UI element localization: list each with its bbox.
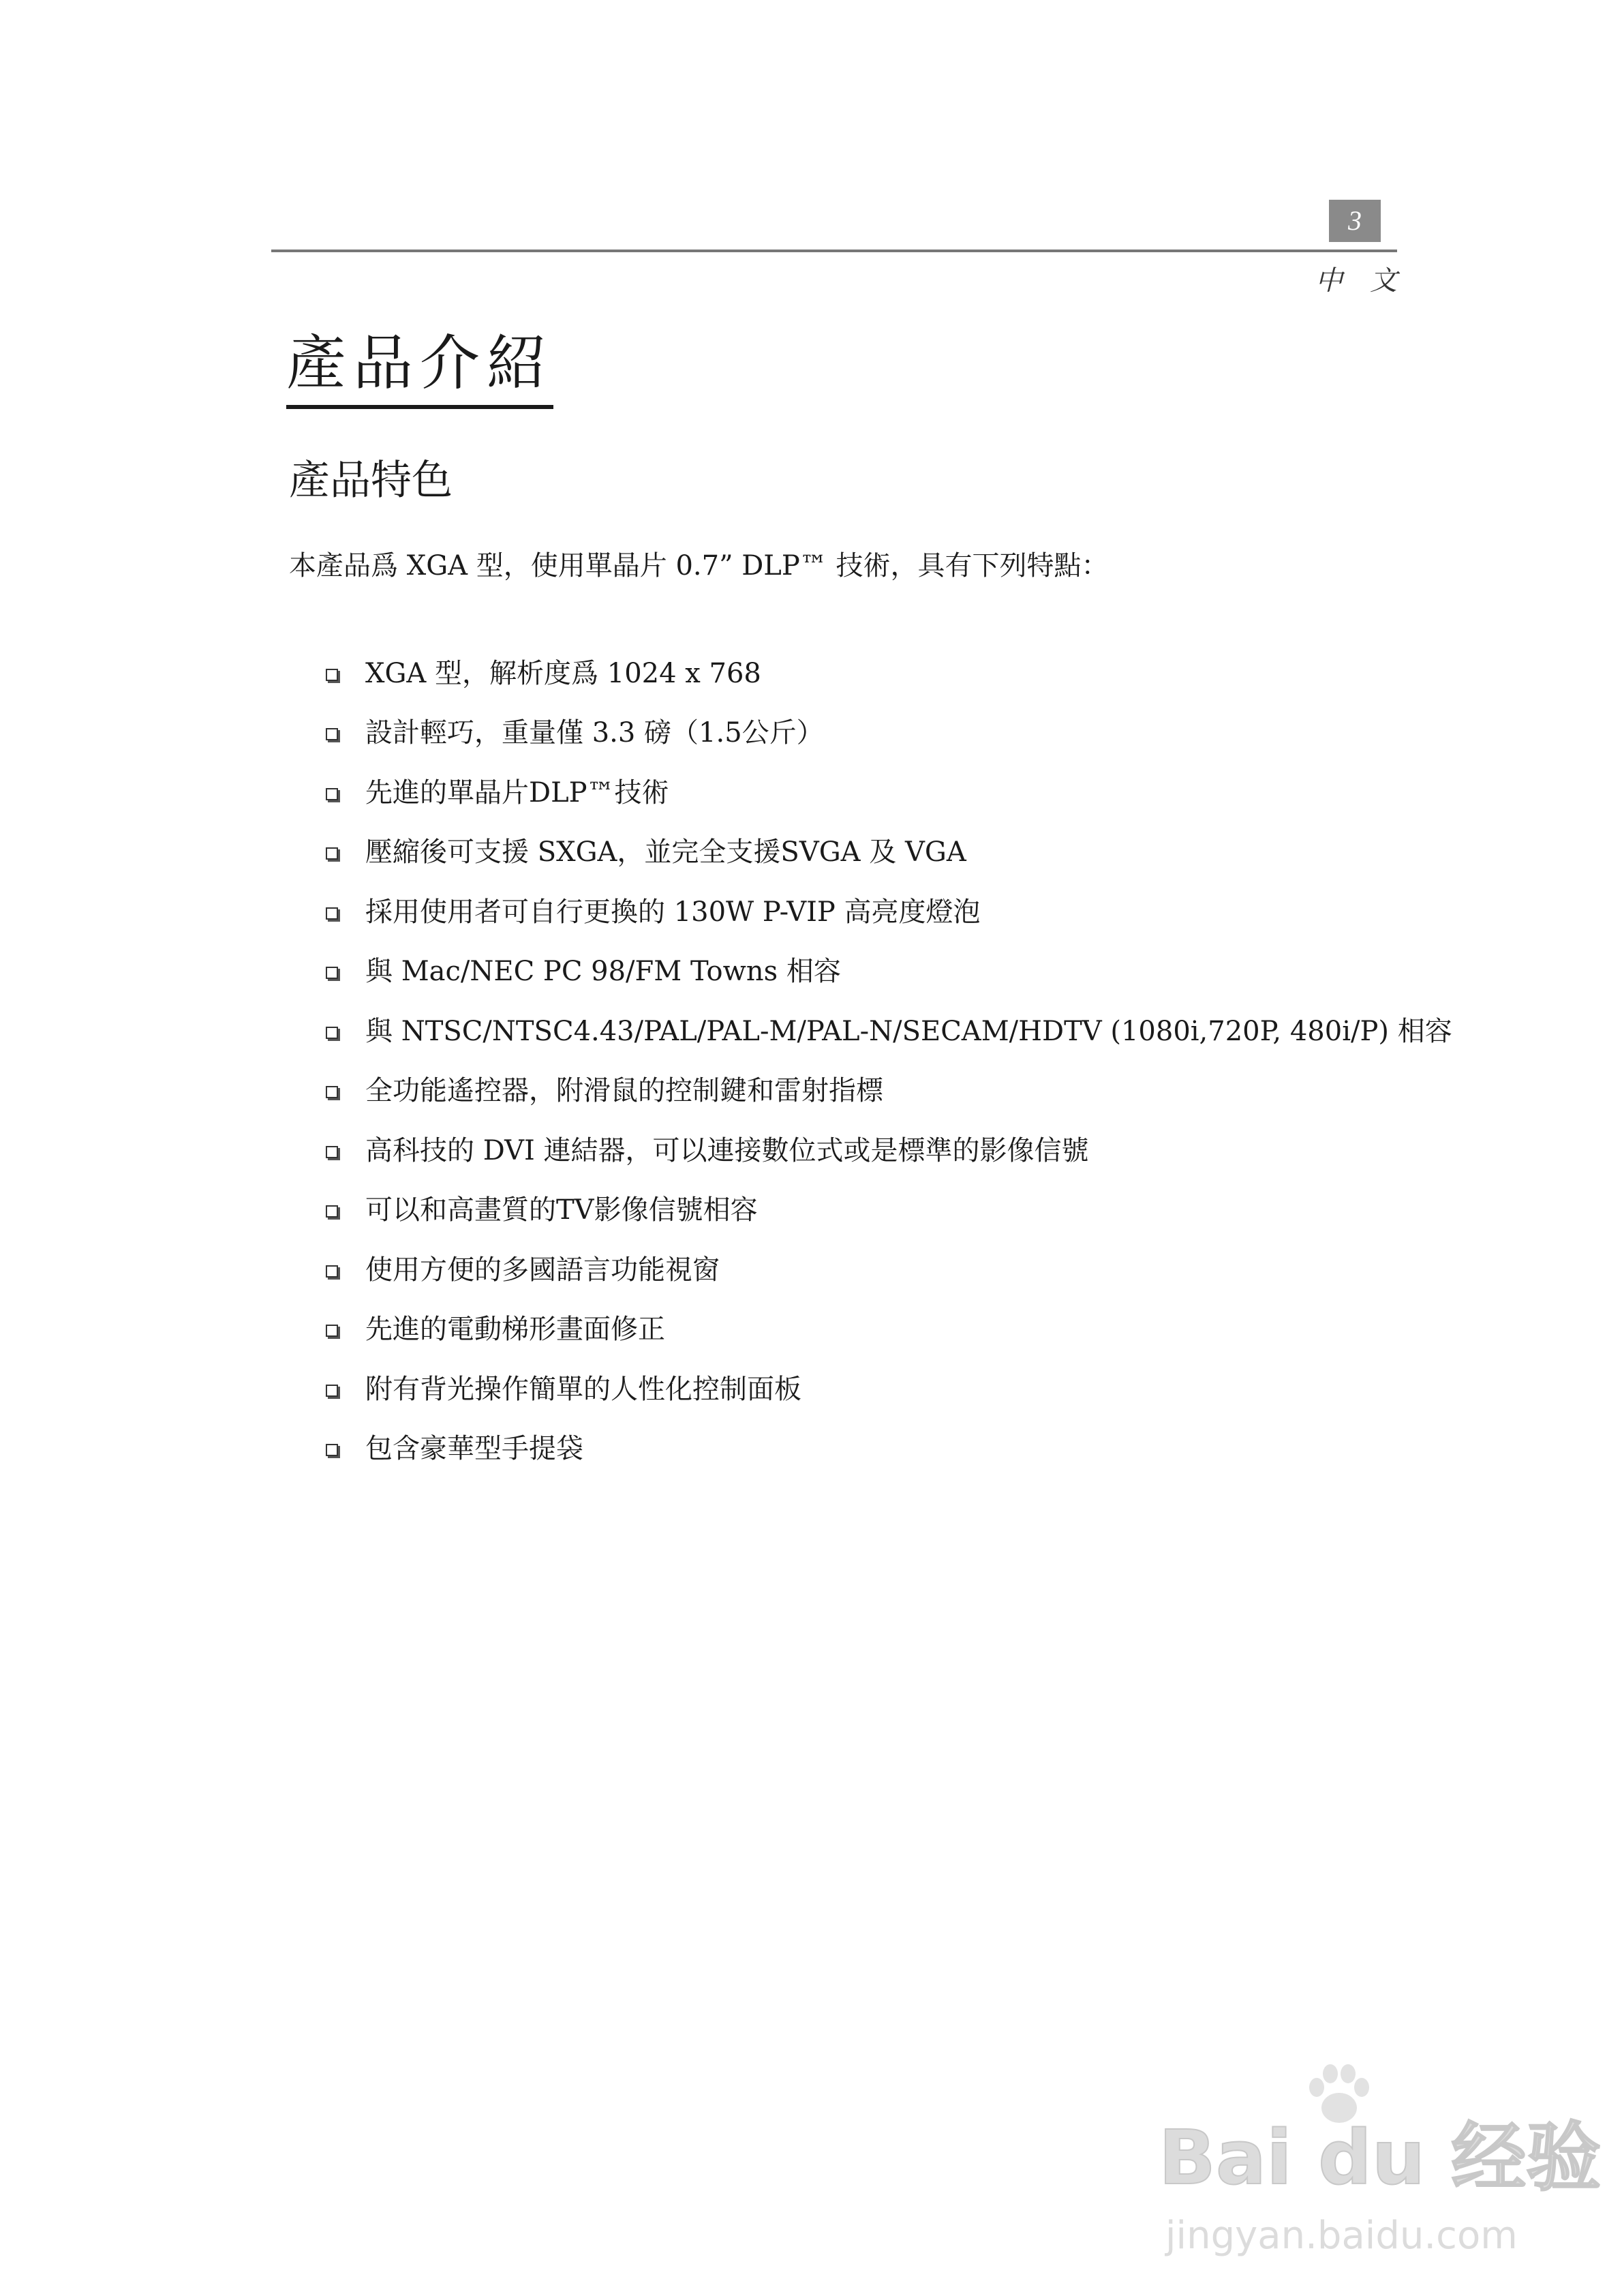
checkbox-bullet-icon: [326, 847, 338, 860]
feature-item: [326, 1001, 1452, 1061]
feature-item: [326, 1300, 1452, 1360]
feature-item: [326, 644, 1452, 704]
section-title: 產品介紹: [286, 326, 553, 409]
feature-text: 全功能遙控器，附滑鼠的控制鍵和雷射指標: [365, 1075, 883, 1107]
feature-text: 附有背光操作簡單的人性化控制面板: [365, 1373, 801, 1405]
checkbox-bullet-icon: [326, 1027, 338, 1039]
watermark-brand: Bai du 经验: [1159, 2114, 1602, 2201]
feature-item: [326, 763, 1452, 823]
feature-text: 設計輕巧，重量僅 3.3 磅（1.5公斤）: [365, 717, 824, 749]
page-number: 3: [1329, 200, 1381, 242]
checkbox-bullet-icon: [326, 1385, 338, 1397]
checkbox-bullet-icon: [326, 1146, 338, 1158]
feature-text: 採用使用者可自行更換的 130W P-VIP 高亮度燈泡: [365, 896, 981, 928]
checkbox-bullet-icon: [326, 788, 338, 800]
checkbox-bullet-icon: [326, 728, 338, 740]
feature-text: 先進的單晶片DLP™技術: [365, 776, 669, 809]
checkbox-bullet-icon: [326, 1205, 338, 1218]
feature-item: [326, 1359, 1452, 1419]
checkbox-bullet-icon: [326, 669, 338, 681]
language-label: 中文: [1315, 265, 1424, 297]
feature-item: [326, 1181, 1452, 1241]
baidu-watermark: [1159, 2059, 1602, 2263]
feature-text: 與 Mac/NEC PC 98/FM Towns 相容: [365, 956, 841, 988]
feature-item: [326, 1240, 1452, 1300]
feature-text: 可以和高畫質的TV影像信號相容: [365, 1194, 758, 1226]
feature-text: 壓縮後可支援 SXGA，並完全支援SVGA 及 VGA: [365, 836, 966, 868]
feature-text: 使用方便的多國語言功能視窗: [365, 1254, 720, 1286]
feature-item: [326, 1419, 1452, 1479]
feature-text: XGA 型，解析度爲 1024 x 768: [365, 657, 761, 689]
checkbox-bullet-icon: [326, 1086, 338, 1098]
feature-item: [326, 1061, 1452, 1121]
feature-text: 包含豪華型手提袋: [365, 1433, 583, 1465]
subsection-title: 產品特色: [289, 457, 453, 504]
checkbox-bullet-icon: [326, 967, 338, 979]
feature-item: [326, 1121, 1452, 1181]
checkbox-bullet-icon: [326, 1325, 338, 1337]
checkbox-bullet-icon: [326, 907, 338, 920]
checkbox-bullet-icon: [326, 1444, 338, 1456]
watermark-url: jingyan.baidu.com: [1165, 2214, 1518, 2258]
feature-text: 高科技的 DVI 連結器，可以連接數位式或是標準的影像信號: [365, 1134, 1089, 1166]
feature-item: [326, 823, 1452, 883]
feature-text: 與 NTSC/NTSC4.43/PAL/PAL-M/PAL-N/SECAM/HDTV (1080i,720P, 480i/P) 相容: [365, 1015, 1452, 1047]
intro-paragraph: 本產品爲 XGA 型，使用單晶片 0.7” DLP™ 技術，具有下列特點：: [289, 550, 1109, 581]
checkbox-bullet-icon: [326, 1265, 338, 1278]
feature-item: [326, 882, 1452, 942]
feature-text: 先進的電動梯形畫面修正: [365, 1314, 665, 1346]
feature-list: [326, 644, 1452, 1479]
feature-item: [326, 942, 1452, 1002]
header-rule: [271, 250, 1397, 252]
feature-item: [326, 704, 1452, 764]
